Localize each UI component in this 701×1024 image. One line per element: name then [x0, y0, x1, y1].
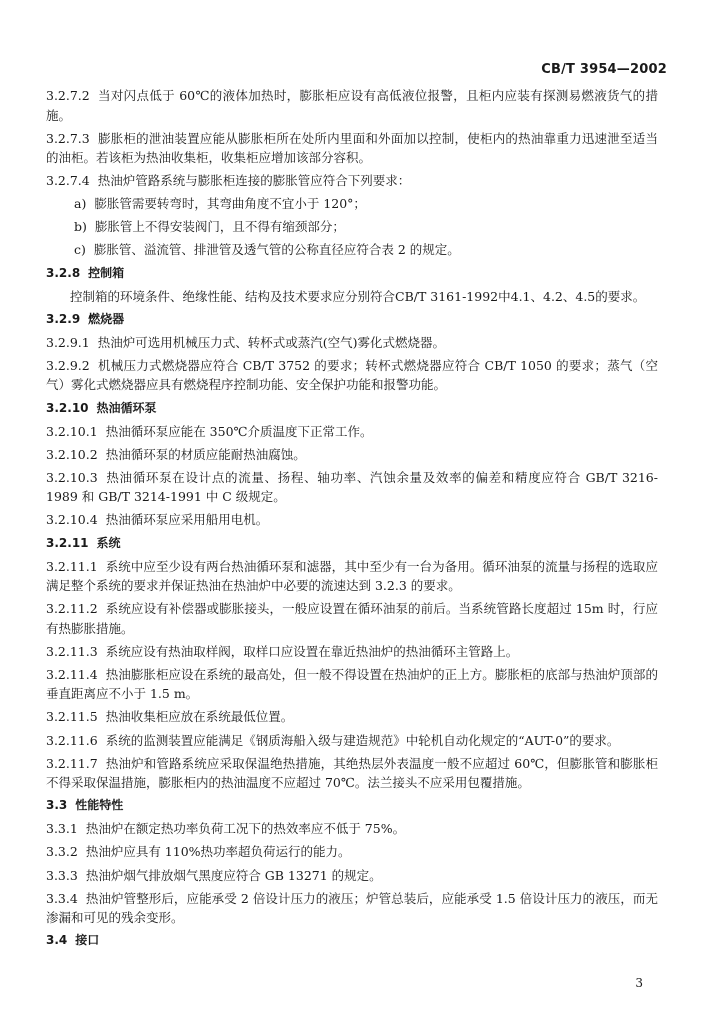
clause-paragraph — [46, 842, 658, 862]
clause-number: 3.2.10.3 — [46, 469, 98, 485]
clause-number: 3.2.7.2 — [46, 88, 90, 103]
section-heading — [46, 931, 658, 951]
clause-text: 系统的监测装置应能满足《钢质海船入级与建造规范》中轮机自动化规定的“AUT-0”的要求。 — [105, 732, 620, 748]
clause-paragraph — [46, 171, 658, 191]
clause-text: 热油炉和管路系统应采取保温绝热措施，其绝热层外表温度一般不应超过 60℃，但膨胀管和膨胀柜不得采取保温措施，膨胀柜内的热油温度不应超过 70℃。法兰接头不应采用包覆措施。 — [46, 755, 658, 791]
clause-text: 当对闪点低于 60℃的液体加热时，膨胀柜应设有高低液位报警，且柜内应装有探测易燃液货气的措施。 — [46, 88, 658, 123]
clause-text: 热油循环泵在设计点的流量、扬程、轴功率、汽蚀余量及效率的偏差和精度应符合 GB/T 3216-1989 和 GB/T 3214-1991 中 C 级规定。 — [46, 469, 658, 505]
clause-number: 3.2.9.2 — [46, 357, 90, 373]
clause-text: 膨胀管、溢流管、排泄管及透气管的公称直径应符合表 2 的规定。 — [93, 242, 460, 258]
section-heading — [46, 399, 658, 419]
clause-text: 接口 — [75, 933, 100, 948]
clause-text: 燃烧器 — [88, 311, 125, 326]
clause-number: 3.2.10 — [46, 400, 89, 415]
clause-paragraph — [46, 422, 658, 442]
paragraph — [46, 287, 658, 307]
clause-number: 3.2.11.6 — [46, 732, 98, 748]
clause-number: 3.4 — [46, 933, 68, 948]
clause-number: 3.3.4 — [46, 890, 78, 906]
clause-text: 热油膨胀柜应设在系统的最高处，但一般不得设置在热油炉的正上方。膨胀柜的底部与热油炉顶部的垂直距离应不小于 1.5 m。 — [46, 666, 658, 702]
clause-paragraph — [46, 510, 658, 530]
list-item — [46, 240, 658, 260]
clause-paragraph — [46, 707, 658, 727]
clause-text: 系统中应至少设有两台热油循环泵和滤器，其中至少有一台为备用。循环油泵的流量与扬程的选取应满足整个系统的要求并保证热油在热油炉中必要的流速达到 3.2.3 的要求。 — [46, 558, 658, 594]
clause-text: 热油炉应具有 110%热功率超负荷运行的能力。 — [85, 844, 351, 860]
section-heading — [46, 534, 658, 554]
clause-text: 膨胀柜的泄油装置应能从膨胀柜所在处所内里面和外面加以控制，使柜内的热油靠重力迅速泄至适当的油柜。若该柜为热油收集柜，收集柜应增加该部分容积。 — [46, 130, 658, 166]
clause-paragraph — [46, 754, 658, 793]
clause-number: 3.2.7.3 — [46, 130, 90, 146]
clause-text: 性能特性 — [75, 798, 124, 813]
document-code: CB/T 3954—2002 — [541, 62, 667, 77]
clause-number: c) — [74, 242, 86, 258]
clause-number: 3.3.2 — [46, 844, 78, 860]
clause-text: 膨胀管上不得安装阀门，且不得有缩颈部分； — [94, 219, 345, 235]
clause-paragraph — [46, 866, 658, 886]
section-heading — [46, 796, 658, 816]
clause-text: 热油炉烟气排放烟气黑度应符合 GB 13271 的规定。 — [85, 867, 382, 883]
clause-text: 控制箱的环境条件、绝缘性能、结构及技术要求应分别符合CB/T 3161-1992中4.1、4.2、4.5的要求。 — [70, 288, 646, 304]
clause-text: 热油循环泵应能在 350℃介质温度下正常工作。 — [105, 423, 373, 439]
clause-number: 3.2.10.4 — [46, 512, 98, 528]
clause-paragraph — [46, 557, 658, 596]
clause-number: 3.3.3 — [46, 867, 78, 883]
clause-text: 系统 — [96, 535, 121, 550]
clause-text: 热油炉管整形后，应能承受 2 倍设计压力的液压；炉管总装后，应能承受 1.5 倍设计压力的液压，而无渗漏和可见的残余变形。 — [46, 890, 658, 926]
clause-paragraph — [46, 468, 658, 507]
clause-paragraph — [46, 665, 658, 704]
clause-number: b) — [74, 219, 87, 235]
clause-number: 3.2.11.1 — [46, 558, 98, 574]
clause-number: 3.2.11.2 — [46, 601, 98, 617]
clause-paragraph — [46, 599, 658, 638]
clause-number: 3.3.1 — [46, 821, 78, 837]
clause-text: 控制箱 — [88, 265, 125, 280]
clause-paragraph — [46, 333, 658, 353]
clause-text: 膨胀管需要转弯时，其弯曲角度不宜小于 120°； — [94, 196, 366, 212]
clause-paragraph — [46, 889, 658, 928]
clause-text: 热油炉管路系统与膨胀柜连接的膨胀管应符合下列要求： — [97, 173, 411, 189]
clause-number: 3.2.11.7 — [46, 755, 98, 771]
clause-number: 3.2.10.1 — [46, 423, 98, 439]
document-body — [46, 86, 658, 954]
clause-number: 3.2.11.5 — [46, 709, 98, 725]
section-heading — [46, 264, 658, 284]
clause-number: 3.2.11 — [46, 535, 89, 550]
clause-text: 系统应设有补偿器或膨胀接头，一般应设置在循环油泵的前后。当系统管路长度超过 15m 时，行应有热膨胀措施。 — [46, 601, 658, 636]
section-heading — [46, 310, 658, 330]
clause-text: 热油炉可选用机械压力式、转杯式或蒸汽(空气)雾化式燃烧器。 — [97, 334, 445, 350]
clause-number: 3.2.7.4 — [46, 173, 90, 189]
list-item — [46, 194, 658, 214]
clause-text: 机械压力式燃烧器应符合 CB/T 3752 的要求；转杯式燃烧器应符合 CB/T 1050 的要求；蒸气（空气）雾化式燃烧器应具有燃烧程序控制功能、安全保护功能和报警功能。 — [46, 357, 658, 393]
clause-paragraph — [46, 731, 658, 751]
list-item — [46, 217, 658, 237]
clause-text: 系统应设有热油取样阀，取样口应设置在靠近热油炉的热油循环主管路上。 — [105, 643, 519, 659]
clause-text: 热油收集柜应放在系统最低位置。 — [105, 709, 294, 725]
clause-text: 热油炉在额定热功率负荷工况下的热效率应不低于 75%。 — [85, 821, 406, 837]
clause-number: 3.2.11.4 — [46, 666, 98, 682]
clause-number: 3.2.9.1 — [46, 334, 90, 350]
clause-paragraph — [46, 356, 658, 395]
clause-number: 3.2.10.2 — [46, 446, 98, 462]
clause-number: 3.3 — [46, 798, 68, 813]
clause-number: a) — [74, 196, 87, 212]
clause-paragraph — [46, 86, 658, 125]
page-number: 3 — [635, 976, 643, 990]
clause-text: 热油循环泵的材质应能耐热油腐蚀。 — [105, 446, 306, 462]
clause-number: 3.2.8 — [46, 265, 81, 280]
clause-paragraph — [46, 445, 658, 465]
clause-number: 3.2.11.3 — [46, 643, 98, 659]
clause-paragraph — [46, 129, 658, 168]
clause-number: 3.2.9 — [46, 311, 81, 326]
clause-paragraph — [46, 819, 658, 839]
clause-text: 热油循环泵应采用船用电机。 — [105, 512, 269, 528]
clause-paragraph — [46, 642, 658, 662]
clause-text: 热油循环泵 — [96, 400, 157, 415]
